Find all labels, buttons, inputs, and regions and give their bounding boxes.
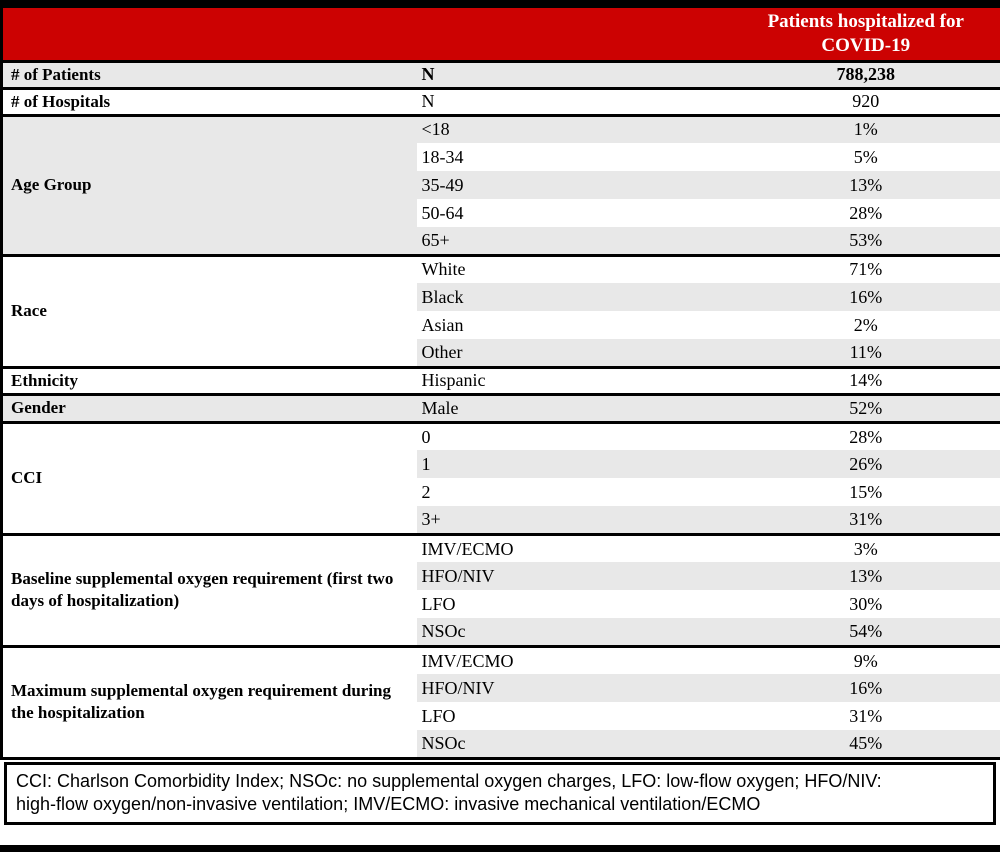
value-cell: 1% <box>732 115 1000 143</box>
table-row <box>2 255 1000 283</box>
value-cell: 54% <box>732 618 1000 646</box>
table-row <box>2 61 1000 88</box>
category-cell: HFO/NIV <box>417 562 732 590</box>
bottom-bar <box>0 845 1000 852</box>
value-cell: 13% <box>732 562 1000 590</box>
table-row <box>2 646 1000 674</box>
category-cell: 3+ <box>417 506 732 534</box>
category-cell: 65+ <box>417 227 732 255</box>
category-cell: Asian <box>417 311 732 339</box>
value-cell: 31% <box>732 702 1000 730</box>
footnote-box <box>4 762 996 825</box>
category-cell: 1 <box>417 450 732 478</box>
value-cell: 28% <box>732 422 1000 450</box>
value-cell: 52% <box>732 394 1000 422</box>
value-cell: 920 <box>732 88 1000 115</box>
footnote-text: CCI: Charlson Comorbidity Index; NSOc: no supplemental oxygen charges, LFO: low-flow oxygen; HFO/NIV: high-flow oxygen/non-invasive ventilation; IMV/ECMO: invasive mechanical ventilation/ECMO <box>16 770 882 814</box>
value-cell: 3% <box>732 534 1000 562</box>
row-label: Race <box>2 255 417 367</box>
value-cell: 16% <box>732 283 1000 311</box>
row-label: # of Hospitals <box>2 88 417 115</box>
row-label: Baseline supplemental oxygen requirement (first two days of hospitalization) <box>2 534 417 646</box>
category-cell: Black <box>417 283 732 311</box>
table-row <box>2 394 1000 422</box>
category-cell: Other <box>417 339 732 367</box>
category-cell: White <box>417 255 732 283</box>
value-cell: 13% <box>732 171 1000 199</box>
category-cell: 0 <box>417 422 732 450</box>
table-row <box>2 534 1000 562</box>
header-row <box>2 4 1000 61</box>
value-cell: 53% <box>732 227 1000 255</box>
category-cell: 50-64 <box>417 199 732 227</box>
category-cell: N <box>417 88 732 115</box>
header-title: Patients hospitalized for COVID-19 <box>767 11 964 56</box>
value-cell: 788,238 <box>732 61 1000 88</box>
category-cell: LFO <box>417 702 732 730</box>
value-cell: 16% <box>732 674 1000 702</box>
row-label: Gender <box>2 394 417 422</box>
category-cell: NSOc <box>417 618 732 646</box>
value-cell: 9% <box>732 646 1000 674</box>
category-cell: NSOc <box>417 730 732 758</box>
category-cell: IMV/ECMO <box>417 646 732 674</box>
row-label: Ethnicity <box>2 367 417 394</box>
category-cell: Male <box>417 394 732 422</box>
category-cell: N <box>417 61 732 88</box>
category-cell: IMV/ECMO <box>417 534 732 562</box>
value-cell: 45% <box>732 730 1000 758</box>
value-cell: 30% <box>732 590 1000 618</box>
category-cell: 2 <box>417 478 732 506</box>
row-label: Maximum supplemental oxygen requirement during the hospitalization <box>2 646 417 758</box>
header-spacer <box>2 4 732 61</box>
value-cell: 71% <box>732 255 1000 283</box>
row-label: # of Patients <box>2 61 417 88</box>
table-row <box>2 115 1000 143</box>
row-label: Age Group <box>2 115 417 255</box>
category-cell: <18 <box>417 115 732 143</box>
category-cell: HFO/NIV <box>417 674 732 702</box>
category-cell: LFO <box>417 590 732 618</box>
value-cell: 31% <box>732 506 1000 534</box>
category-cell: 18-34 <box>417 143 732 171</box>
table-row <box>2 367 1000 394</box>
category-cell: Hispanic <box>417 367 732 394</box>
value-cell: 14% <box>732 367 1000 394</box>
value-cell: 11% <box>732 339 1000 367</box>
table-row <box>2 88 1000 115</box>
table-row <box>2 422 1000 450</box>
value-cell: 15% <box>732 478 1000 506</box>
value-cell: 26% <box>732 450 1000 478</box>
table-body <box>2 61 1000 758</box>
value-cell: 28% <box>732 199 1000 227</box>
row-label: CCI <box>2 422 417 534</box>
value-cell: 5% <box>732 143 1000 171</box>
value-cell: 2% <box>732 311 1000 339</box>
category-cell: 35-49 <box>417 171 732 199</box>
